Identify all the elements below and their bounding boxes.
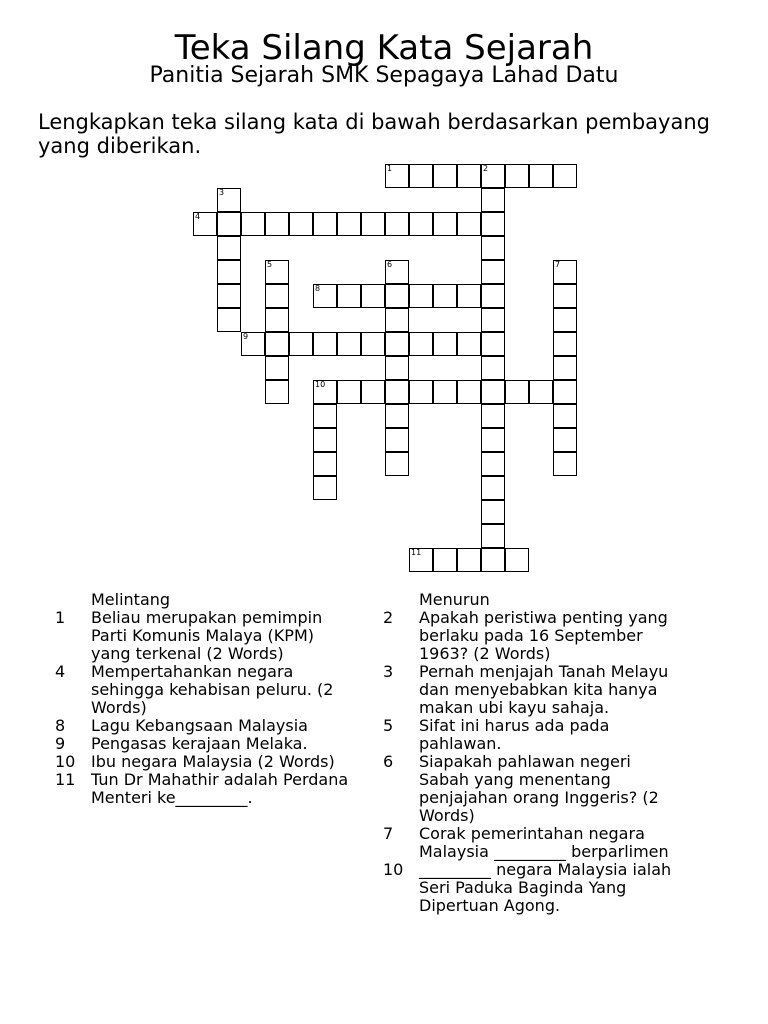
crossword-cell — [505, 548, 529, 572]
clue-number: 11 — [55, 770, 76, 789]
crossword-cell — [385, 452, 409, 476]
crossword-cell — [457, 164, 481, 188]
crossword-cell — [385, 284, 409, 308]
crossword-cell — [361, 284, 385, 308]
crossword-cell — [385, 212, 409, 236]
clue-number: 4 — [55, 662, 66, 681]
crossword-cell — [481, 164, 505, 188]
crossword-cell — [385, 356, 409, 380]
crossword-cell — [529, 164, 553, 188]
clue-text: Ibu negara Malaysia (2 Words) — [91, 752, 335, 771]
crossword-cell — [433, 284, 457, 308]
crossword-cell — [217, 308, 241, 332]
clue-text: Lagu Kebangsaan Malaysia — [91, 716, 308, 735]
crossword-cell — [457, 380, 481, 404]
clue-number: 9 — [55, 734, 66, 753]
cell-number: 4 — [195, 212, 201, 221]
clue-across — [55, 771, 395, 807]
crossword-cell — [553, 284, 577, 308]
crossword-cell — [505, 164, 529, 188]
crossword-cell — [481, 380, 505, 404]
cell-number: 8 — [315, 284, 321, 293]
crossword-cell — [433, 332, 457, 356]
crossword-cell — [193, 212, 217, 236]
crossword-cell — [553, 308, 577, 332]
crossword-cell — [313, 476, 337, 500]
clue-number: 10 — [55, 752, 76, 771]
crossword-cell — [265, 284, 289, 308]
clue-number: 8 — [55, 716, 66, 735]
crossword-cell — [313, 404, 337, 428]
crossword-cell — [361, 332, 385, 356]
crossword-cell — [457, 284, 481, 308]
crossword-cell — [385, 164, 409, 188]
crossword-cell — [553, 356, 577, 380]
crossword-cell — [385, 308, 409, 332]
clue-text: Mempertahankan negara sehingga kehabisan peluru. (2 Words) — [91, 662, 334, 717]
crossword-cell — [337, 380, 361, 404]
clue-down — [383, 663, 723, 717]
clue-number: 6 — [383, 752, 394, 771]
crossword-cell — [385, 260, 409, 284]
cell-number: 3 — [219, 188, 225, 197]
crossword-cell — [553, 332, 577, 356]
crossword-cell — [529, 380, 553, 404]
crossword-cell — [361, 212, 385, 236]
down-heading: Menurun — [419, 590, 490, 609]
clue-down — [383, 609, 723, 663]
crossword-cell — [265, 332, 289, 356]
crossword-cell — [481, 260, 505, 284]
crossword-cell — [481, 428, 505, 452]
crossword-cell — [553, 164, 577, 188]
clue-across — [55, 663, 395, 717]
crossword-cell — [313, 332, 337, 356]
crossword-cell — [433, 548, 457, 572]
crossword-cell — [433, 380, 457, 404]
crossword-cell — [409, 212, 433, 236]
cell-number: 9 — [243, 332, 249, 341]
crossword-cell — [553, 260, 577, 284]
clue-across — [55, 609, 395, 663]
crossword-cell — [481, 236, 505, 260]
crossword-cell — [217, 284, 241, 308]
crossword-cell — [481, 404, 505, 428]
crossword-cell — [505, 380, 529, 404]
crossword-cell — [409, 284, 433, 308]
crossword-cell — [313, 284, 337, 308]
crossword-cell — [265, 212, 289, 236]
crossword-cell — [265, 308, 289, 332]
crossword-cell — [481, 500, 505, 524]
crossword-cell — [553, 428, 577, 452]
crossword-cell — [289, 332, 313, 356]
clue-text: Beliau merupakan pemimpin Parti Komunis Malaya (KPM) yang terkenal (2 Words) — [91, 608, 323, 663]
clue-down — [383, 717, 723, 753]
crossword-cell — [481, 332, 505, 356]
crossword-cell — [313, 428, 337, 452]
crossword-cell — [265, 380, 289, 404]
instructions: Lengkapkan teka silang kata di bawah berdasarkan pembayang yang diberikan. — [38, 110, 710, 158]
clue-text: Pernah menjajah Tanah Melayu dan menyebabkan kita hanya makan ubi kayu sahaja. — [419, 662, 669, 717]
crossword-cell — [457, 332, 481, 356]
cell-number: 7 — [555, 260, 561, 269]
crossword-cell — [337, 284, 361, 308]
clue-across — [55, 753, 395, 771]
clue-down — [383, 861, 723, 915]
crossword-cell — [481, 524, 505, 548]
clue-number: 1 — [55, 608, 66, 627]
crossword-cell — [481, 284, 505, 308]
clue-across — [55, 717, 395, 735]
clue-number: 3 — [383, 662, 394, 681]
crossword-cell — [409, 548, 433, 572]
cell-number: 10 — [315, 380, 326, 389]
crossword-cell — [433, 212, 457, 236]
page-subtitle: Panitia Sejarah SMK Sepagaya Lahad Datu — [149, 63, 619, 88]
crossword-cell — [217, 260, 241, 284]
clue-text: Pengasas kerajaan Melaka. — [91, 734, 308, 753]
clue-text: Siapakah pahlawan negeri Sabah yang menentang penjajahan orang Inggeris? (2 Words) — [419, 752, 659, 825]
clue-number: 10 — [383, 860, 404, 879]
crossword-cell — [361, 380, 385, 404]
page-title: Teka Silang Kata Sejarah — [174, 28, 594, 68]
crossword-cell — [337, 212, 361, 236]
crossword-cell — [409, 380, 433, 404]
clue-text: _________ negara Malaysia ialah Seri Paduka Baginda Yang Dipertuan Agong. — [419, 860, 672, 915]
cell-number: 11 — [411, 548, 422, 557]
clue-number: 7 — [383, 824, 394, 843]
crossword-cell — [481, 308, 505, 332]
clue-text: Corak pemerintahan negara Malaysia _________ berparlimen — [419, 824, 669, 861]
across-clues — [55, 591, 395, 807]
crossword-cell — [385, 332, 409, 356]
crossword-cell — [481, 212, 505, 236]
cell-number: 5 — [267, 260, 273, 269]
clue-across — [55, 735, 395, 753]
crossword-cell — [385, 428, 409, 452]
clue-down — [383, 825, 723, 861]
cell-number: 1 — [387, 164, 393, 173]
crossword-cell — [385, 380, 409, 404]
clue-text: Sifat ini harus ada pada pahlawan. — [419, 716, 610, 753]
clue-number: 5 — [383, 716, 394, 735]
crossword-cell — [433, 164, 457, 188]
clue-text: Tun Dr Mahathir adalah Perdana Menteri ke_________. — [91, 770, 349, 807]
crossword-cell — [313, 452, 337, 476]
crossword-cell — [409, 332, 433, 356]
crossword-cell — [265, 260, 289, 284]
crossword-cell — [217, 212, 241, 236]
crossword-cell — [553, 452, 577, 476]
crossword-cell — [217, 188, 241, 212]
crossword-cell — [313, 212, 337, 236]
crossword-cell — [457, 212, 481, 236]
crossword-cell — [241, 332, 265, 356]
crossword-cell — [481, 476, 505, 500]
crossword-cell — [553, 380, 577, 404]
crossword-cell — [337, 332, 361, 356]
crossword-cell — [217, 236, 241, 260]
crossword-cell — [481, 188, 505, 212]
crossword-cell — [241, 212, 265, 236]
crossword-cell — [553, 404, 577, 428]
crossword-cell — [457, 548, 481, 572]
clue-text: Apakah peristiwa penting yang berlaku pada 16 September 1963? (2 Words) — [419, 608, 668, 663]
across-heading: Melintang — [91, 590, 171, 609]
crossword-cell — [289, 212, 313, 236]
crossword-cell — [481, 548, 505, 572]
cell-number: 6 — [387, 260, 393, 269]
crossword-cell — [409, 164, 433, 188]
crossword-cell — [313, 380, 337, 404]
crossword-cell — [481, 452, 505, 476]
crossword-cell — [265, 356, 289, 380]
clue-number: 2 — [383, 608, 394, 627]
crossword-cell — [385, 404, 409, 428]
down-clues — [383, 591, 723, 915]
cell-number: 2 — [483, 164, 489, 173]
crossword-cell — [481, 356, 505, 380]
clue-down — [383, 753, 723, 825]
